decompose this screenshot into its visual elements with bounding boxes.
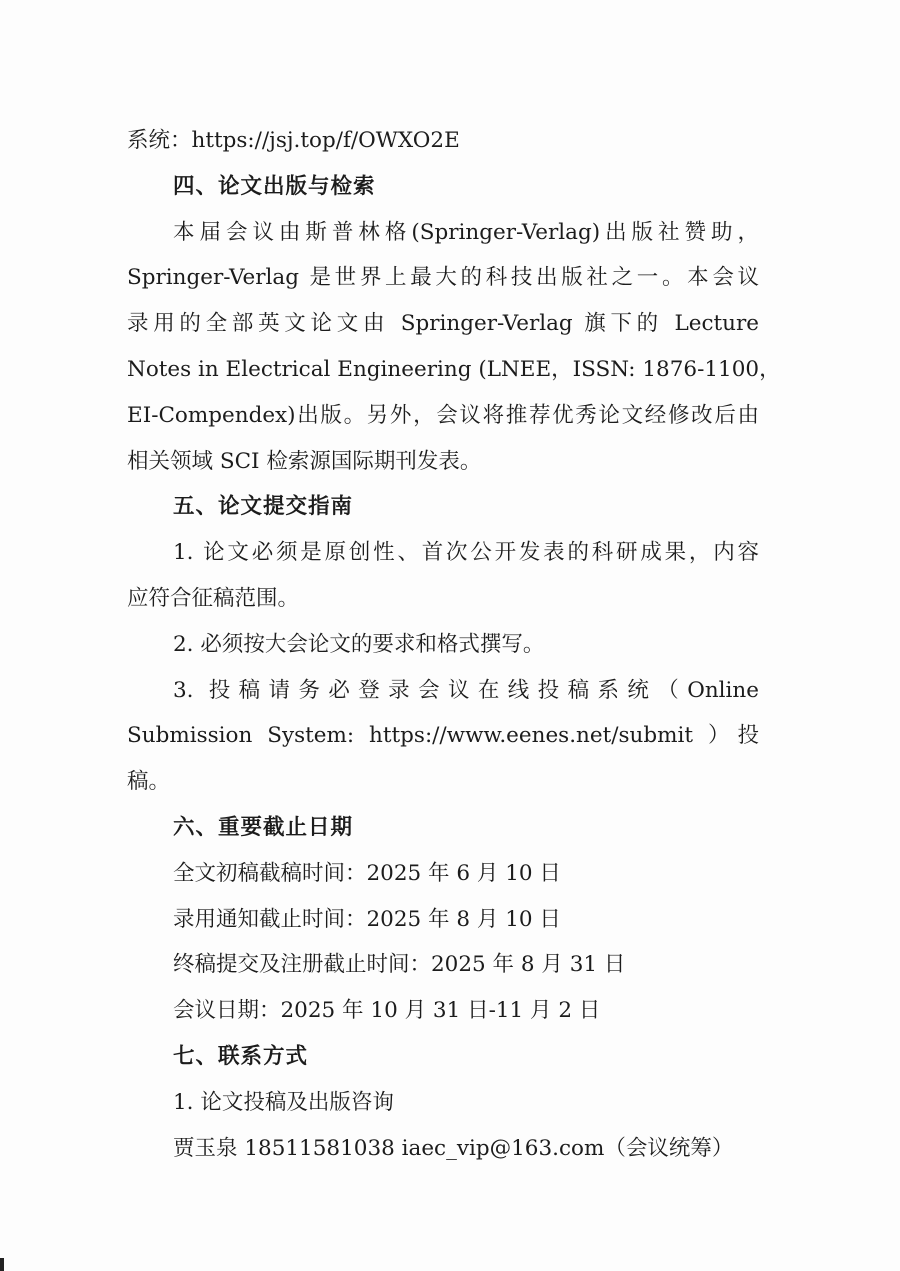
list-item-line: 3. 投稿请务必登录会议在线投稿系统（Online	[173, 677, 759, 703]
list-item-line: 1. 论文必须是原创性、首次公开发表的科研成果，内容	[173, 540, 759, 566]
system-url-line: 系统：https://jsj.top/f/OWXO2E	[127, 128, 460, 153]
section-heading-contact: 七、联系方式	[173, 1043, 309, 1069]
publication-paragraph	[127, 210, 781, 485]
list-item-line: 应符合征稿范围。	[127, 585, 300, 611]
document-body	[127, 118, 781, 1171]
paragraph-line: EI-Compendex)出版。另外，会议将推荐优秀论文经修改后由	[127, 402, 759, 428]
submission-guide-list	[127, 530, 759, 805]
deadline-item: 全文初稿截稿时间：2025 年 6 月 10 日	[173, 860, 561, 886]
paragraph-line: Springer-Verlag 是世界上最大的科技出版社之一。本会议	[127, 265, 759, 291]
deadlines-list	[127, 851, 759, 1034]
list-item-line: 2. 必须按大会论文的要求和格式撰写。	[173, 631, 545, 657]
paragraph-line: 相关领域 SCI 检索源国际期刊发表。	[127, 448, 482, 474]
section-heading-submission-guide: 五、论文提交指南	[173, 494, 354, 520]
deadline-item: 录用通知截止时间：2025 年 8 月 10 日	[173, 906, 561, 932]
section-heading-deadlines: 六、重要截止日期	[173, 814, 354, 840]
scan-edge-mark	[0, 1258, 4, 1271]
deadline-item: 终稿提交及注册截止时间：2025 年 8 月 31 日	[173, 952, 626, 978]
deadline-item: 会议日期：2025 年 10 月 31 日-11 月 2 日	[173, 998, 601, 1024]
contact-list	[127, 1080, 759, 1172]
paragraph-line: 录用的全部英文论文由 Springer-Verlag 旗下的 Lecture	[127, 311, 759, 337]
list-item-line: Submission System: https://www.eenes.net/submit ）投	[127, 723, 759, 749]
contact-item: 1. 论文投稿及出版咨询	[173, 1089, 394, 1115]
list-item-line: 稿。	[127, 769, 171, 795]
contact-person: 贾玉泉 18511581038 iaec_vip@163.com（会议统筹）	[173, 1135, 734, 1161]
paragraph-line: 本届会议由斯普林格(Springer-Verlag)出版社赞助，	[173, 219, 759, 245]
section-heading-publication: 四、论文出版与检索	[173, 173, 376, 199]
paragraph-line: Notes in Electrical Engineering (LNEE，ISSN: 1876-1100，	[127, 356, 781, 382]
